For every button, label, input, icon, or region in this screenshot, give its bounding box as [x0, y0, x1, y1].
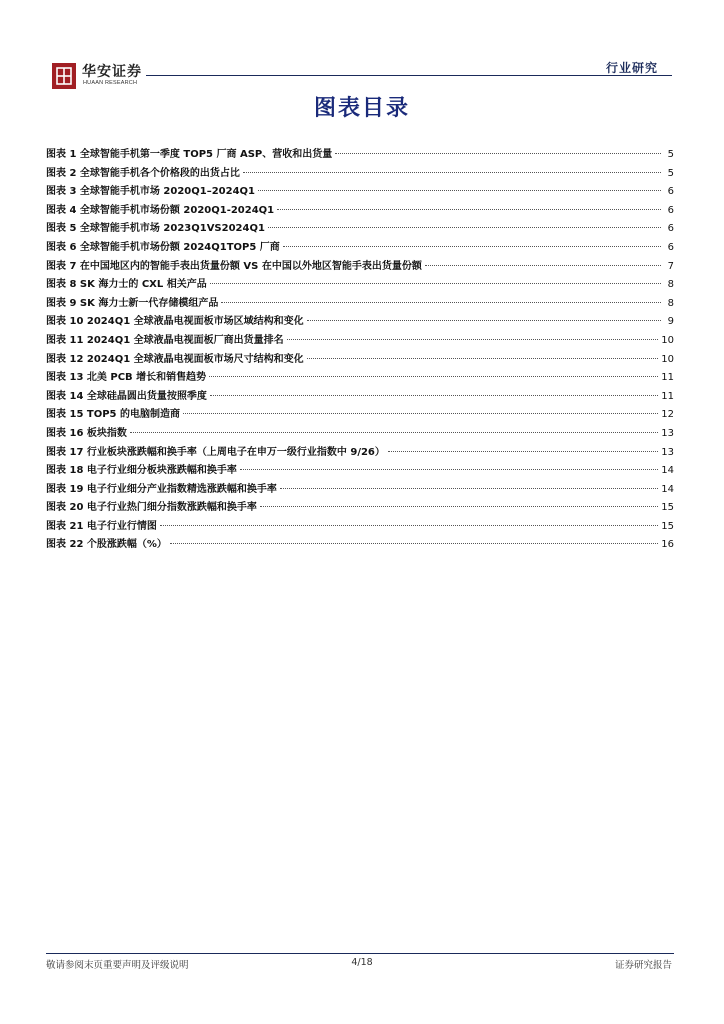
footer-disclaimer: 敬请参阅末页重要声明及评级说明	[46, 960, 189, 971]
footer-page-number: 4/18	[351, 957, 373, 968]
toc-entry[interactable]	[46, 388, 674, 407]
toc-dot-leader	[209, 376, 658, 377]
toc-entry-label: 图表 6 全球智能手机市场份额 2024Q1TOP5 厂商	[46, 241, 280, 253]
toc-dot-leader	[258, 190, 661, 191]
toc-dot-leader	[210, 283, 661, 284]
toc-entry[interactable]	[46, 351, 674, 370]
toc-entry-label: 图表 16 板块指数	[46, 427, 127, 439]
toc-entry-page: 8	[667, 297, 674, 309]
toc-dot-leader	[260, 506, 658, 507]
toc-entry-page: 12	[661, 409, 674, 421]
toc-entry-page: 5	[667, 149, 674, 160]
toc-entry-label: 图表 1 全球智能手机第一季度 TOP5 厂商 ASP、营收和出货量	[46, 149, 333, 160]
header-divider	[146, 75, 672, 76]
toc-entry[interactable]	[46, 332, 674, 351]
toc-entry-label: 图表 13 北美 PCB 增长和销售趋势	[46, 372, 207, 384]
toc-entry-page: 6	[667, 204, 674, 216]
toc-entry-page: 13	[661, 446, 674, 458]
toc-entry-label: 图表 19 电子行业细分产业指数精选涨跌幅和换手率	[46, 483, 277, 495]
toc-entry-label: 图表 14 全球硅晶圆出货量按照季度	[46, 390, 207, 402]
toc-entry-page: 14	[661, 483, 674, 495]
toc-entry[interactable]	[46, 239, 674, 258]
toc-entry-page: 5	[667, 167, 674, 179]
toc-dot-leader	[287, 339, 659, 340]
toc-dot-leader	[307, 320, 661, 321]
toc-entry[interactable]	[46, 183, 674, 202]
toc-dot-leader	[335, 153, 661, 154]
page-title: 图表目录	[313, 95, 410, 121]
toc-entry[interactable]	[46, 313, 674, 332]
toc-entry[interactable]	[46, 462, 674, 481]
toc-entry-label: 图表 15 TOP5 的电脑制造商	[46, 409, 180, 421]
toc-entry[interactable]	[46, 295, 674, 314]
toc-entry[interactable]	[46, 276, 674, 295]
toc-dot-leader	[221, 302, 661, 303]
toc-dot-leader	[283, 246, 661, 247]
toc-dot-leader	[268, 227, 661, 228]
toc-entry[interactable]	[46, 518, 674, 537]
toc-entry-page: 6	[667, 241, 674, 253]
toc-entry-label: 图表 21 电子行业行情图	[46, 520, 157, 532]
toc-entry[interactable]	[46, 499, 674, 518]
toc-entry[interactable]	[46, 406, 674, 425]
toc-dot-leader	[183, 413, 658, 414]
toc-entry-page: 16	[661, 539, 674, 551]
toc-entry-page: 10	[661, 353, 674, 365]
toc-dot-leader	[425, 265, 661, 266]
toc-dot-leader	[243, 172, 661, 173]
footer-divider	[46, 953, 674, 954]
toc-entry[interactable]	[46, 536, 674, 555]
toc-entry[interactable]	[46, 369, 674, 388]
toc-entry-page: 10	[661, 334, 674, 346]
toc-entry-page: 11	[661, 390, 674, 402]
toc-entry-page: 7	[667, 260, 674, 272]
toc-entry[interactable]	[46, 165, 674, 184]
toc-entry-label: 图表 11 2024Q1 全球液晶电视面板厂商出货量排名	[46, 334, 284, 346]
table-of-figures	[46, 146, 674, 555]
toc-entry-label: 图表 17 行业板块涨跌幅和换手率（上周电子在申万一级行业指数中 9/26）	[46, 446, 385, 458]
toc-entry-page: 8	[667, 279, 674, 291]
toc-entry-label: 图表 7 在中国地区内的智能手表出货量份额 VS 在中国以外地区智能手表出货量份额	[46, 260, 422, 272]
toc-dot-leader	[160, 525, 658, 526]
toc-entry-label: 图表 22 个股涨跌幅（%）	[46, 539, 167, 551]
toc-entry[interactable]	[46, 146, 674, 165]
toc-dot-leader	[130, 432, 658, 433]
toc-entry-page: 6	[667, 186, 674, 198]
toc-entry-page: 15	[661, 520, 674, 532]
toc-entry-label: 图表 10 2024Q1 全球液晶电视面板市场区域结构和变化	[46, 316, 304, 328]
huaan-logo-icon	[52, 63, 76, 89]
toc-dot-leader	[388, 451, 658, 452]
toc-entry-label: 图表 12 2024Q1 全球液晶电视面板市场尺寸结构和变化	[46, 353, 304, 365]
toc-entry-page: 15	[661, 502, 674, 514]
toc-entry[interactable]	[46, 444, 674, 463]
toc-entry-page: 11	[661, 372, 674, 384]
toc-entry[interactable]	[46, 258, 674, 277]
logo-subtext: HUAAN RESEARCH	[83, 80, 138, 86]
toc-entry-label: 图表 3 全球智能手机市场 2020Q1–2024Q1	[46, 186, 255, 198]
footer-report-type: 证券研究报告	[614, 960, 672, 971]
page-header	[52, 55, 672, 91]
toc-entry-label: 图表 2 全球智能手机各个价格段的出货占比	[46, 167, 240, 179]
toc-dot-leader	[170, 543, 658, 544]
toc-entry[interactable]	[46, 220, 674, 239]
toc-dot-leader	[210, 395, 658, 396]
toc-entry[interactable]	[46, 202, 674, 221]
toc-entry-label: 图表 9 SK 海力士新一代存储模组产品	[46, 297, 219, 309]
toc-dot-leader	[280, 488, 658, 489]
toc-dot-leader	[240, 469, 658, 470]
toc-dot-leader	[277, 209, 661, 210]
section-label: 行业研究	[605, 61, 658, 75]
toc-entry-label: 图表 4 全球智能手机市场份额 2020Q1-2024Q1	[46, 204, 275, 216]
toc-entry-page: 6	[667, 223, 674, 235]
toc-entry[interactable]	[46, 481, 674, 500]
toc-entry-page: 9	[667, 316, 674, 328]
toc-entry-label: 图表 5 全球智能手机市场 2023Q1VS2024Q1	[46, 223, 265, 235]
toc-entry[interactable]	[46, 425, 674, 444]
toc-entry-label: 图表 20 电子行业热门细分指数涨跌幅和换手率	[46, 502, 257, 514]
toc-entry-page: 13	[661, 427, 674, 439]
toc-entry-page: 14	[661, 465, 674, 477]
toc-entry-label: 图表 18 电子行业细分板块涨跌幅和换手率	[46, 465, 237, 477]
logo-text: 华安证券	[82, 64, 142, 80]
toc-entry-label: 图表 8 SK 海力士的 CXL 相关产品	[46, 279, 207, 291]
toc-dot-leader	[307, 358, 659, 359]
